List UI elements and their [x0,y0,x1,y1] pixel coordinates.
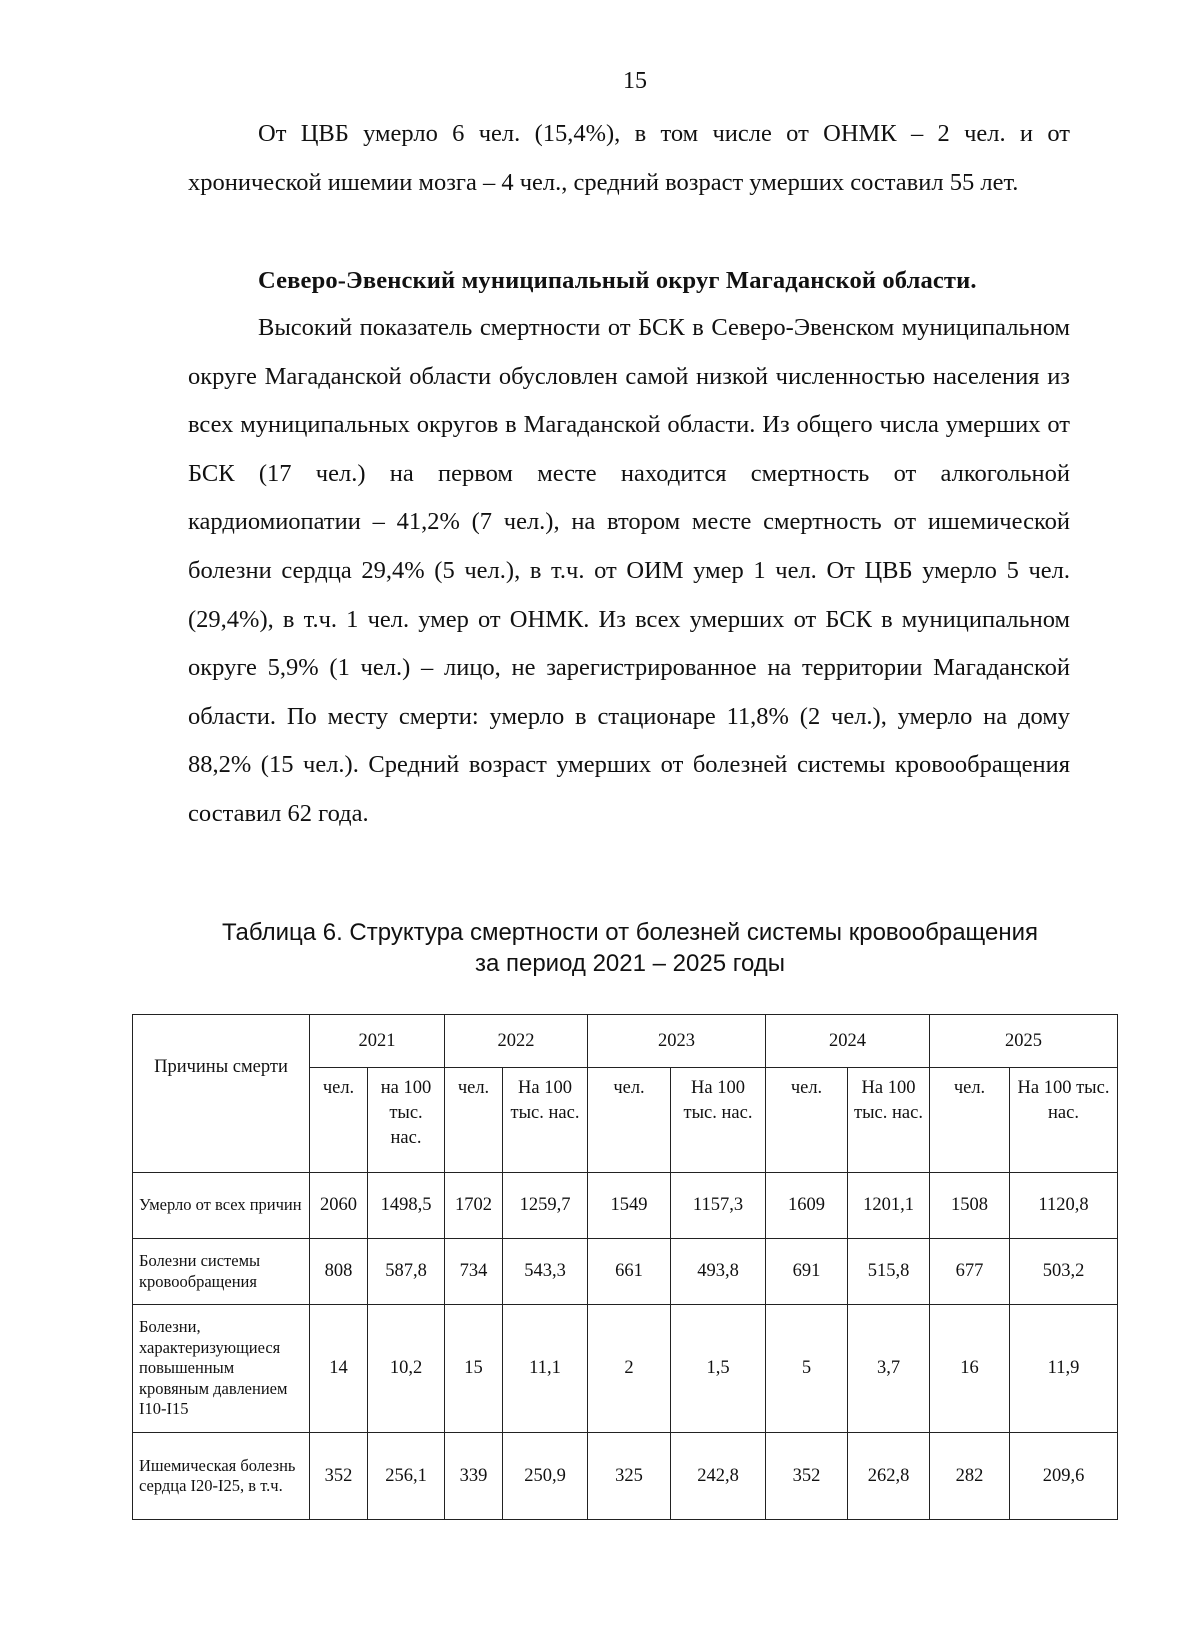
value-cell: 16 [930,1305,1010,1433]
value-cell: 677 [930,1239,1010,1305]
value-cell: 1702 [445,1173,503,1239]
value-cell: 339 [445,1433,503,1520]
year-header: 2024 [766,1015,930,1068]
value-cell: 1609 [766,1173,848,1239]
value-cell: 2060 [310,1173,368,1239]
value-cell: 3,7 [848,1305,930,1433]
unit-header-persons: чел. [310,1068,368,1173]
unit-header-persons: чел. [766,1068,848,1173]
value-cell: 282 [930,1433,1010,1520]
value-cell: 325 [588,1433,671,1520]
table-caption-line: Таблица 6. Структура смертности от болезней системы кровообращения [221,919,1039,946]
table-caption [160,917,1100,979]
value-cell: 352 [766,1433,848,1520]
value-cell: 587,8 [368,1239,445,1305]
year-header: 2021 [310,1015,445,1068]
value-cell: 661 [588,1239,671,1305]
value-cell: 1498,5 [368,1173,445,1239]
unit-header-rate: На 100 тыс. нас. [671,1068,766,1173]
paragraph-severo-evensky [188,304,1070,839]
unit-header-persons: чел. [930,1068,1010,1173]
value-cell: 256,1 [368,1433,445,1520]
value-cell: 262,8 [848,1433,930,1520]
value-cell: 493,8 [671,1239,766,1305]
unit-header-rate: На 100 тыс. нас. [503,1068,588,1173]
table-row [133,1433,1118,1520]
value-cell: 1549 [588,1173,671,1239]
paragraph-cvb [188,110,1070,207]
value-cell: 250,9 [503,1433,588,1520]
paragraph-text: От ЦВБ умерло 6 чел. (15,4%), в том числе от ОНМК – 2 чел. и от хронической ишемии мозга – 4 чел., средний возраст умерших составил 55 лет. [188,120,1070,196]
value-cell: 1120,8 [1010,1173,1118,1239]
cause-cell: Умерло от всех причин [133,1173,310,1239]
paragraph-text: Высокий показатель смертности от БСК в Северо-Эвенском муниципальном округе Магаданской области обусловлен самой низкой численностью населения из всех муниципальных округов в Магаданской области. Из общего числа умерших от БСК (17 чел.) на первом месте находится смертность от алкогольной кардиомиопатии – 41,2% (7 чел.), на втором месте смертность от ишемической болезни сердца 29,4% (5 чел.), в т.ч. от ОИМ умер 1 чел. От ЦВБ умерло 5 чел. (29,4%), в т.ч. 1 чел. умер от ОНМК. Из всех умерших от БСК в муниципальном округе 5,9% (1 чел.) – лицо, не зарегистрированное на территории Магаданской области. По месту смерти: умерло в стационаре 11,8% (2 чел.), умерло на дому 88,2% (15 чел.). Средний возраст умерших от болезней системы кровообращения составил 62 года. [188,314,1070,827]
value-cell: 10,2 [368,1305,445,1433]
value-cell: 11,1 [503,1305,588,1433]
table-row [133,1305,1118,1433]
unit-header-rate: на 100 тыс. нас. [368,1068,445,1173]
table-caption-line: за период 2021 – 2025 годы [474,950,786,977]
value-cell: 1259,7 [503,1173,588,1239]
unit-header-rate: На 100 тыс. нас. [848,1068,930,1173]
year-header: 2023 [588,1015,766,1068]
value-cell: 691 [766,1239,848,1305]
cause-cell: Болезни системы кровообращения [133,1239,310,1305]
value-cell: 1201,1 [848,1173,930,1239]
value-cell: 808 [310,1239,368,1305]
value-cell: 734 [445,1239,503,1305]
value-cell: 242,8 [671,1433,766,1520]
value-cell: 543,3 [503,1239,588,1305]
value-cell: 15 [445,1305,503,1433]
year-header: 2022 [445,1015,588,1068]
cause-cell: Болезни, характеризующиеся повышенным кровяным давлением I10-I15 [133,1305,310,1433]
value-cell: 2 [588,1305,671,1433]
value-cell: 5 [766,1305,848,1433]
value-cell: 11,9 [1010,1305,1118,1433]
unit-header-persons: чел. [445,1068,503,1173]
value-cell: 1,5 [671,1305,766,1433]
value-cell: 1508 [930,1173,1010,1239]
value-cell: 515,8 [848,1239,930,1305]
value-cell: 14 [310,1305,368,1433]
year-header: 2025 [930,1015,1118,1068]
page-number: 15 [623,68,647,94]
cause-column-header: Причины смерти [133,1015,310,1173]
table-row [133,1239,1118,1305]
cause-cell: Ишемическая болезнь сердца I20-I25, в т.ч. [133,1433,310,1520]
unit-header-rate: На 100 тыс. нас. [1010,1068,1118,1173]
unit-header-persons: чел. [588,1068,671,1173]
heading-text: Северо-Эвенский муниципальный округ Магаданской области. [258,267,977,294]
value-cell: 503,2 [1010,1239,1118,1305]
value-cell: 1157,3 [671,1173,766,1239]
year-header-row [133,1015,1118,1068]
section-heading [188,257,1070,306]
value-cell: 209,6 [1010,1433,1118,1520]
mortality-table [132,1014,1118,1520]
value-cell: 352 [310,1433,368,1520]
table-row [133,1173,1118,1239]
